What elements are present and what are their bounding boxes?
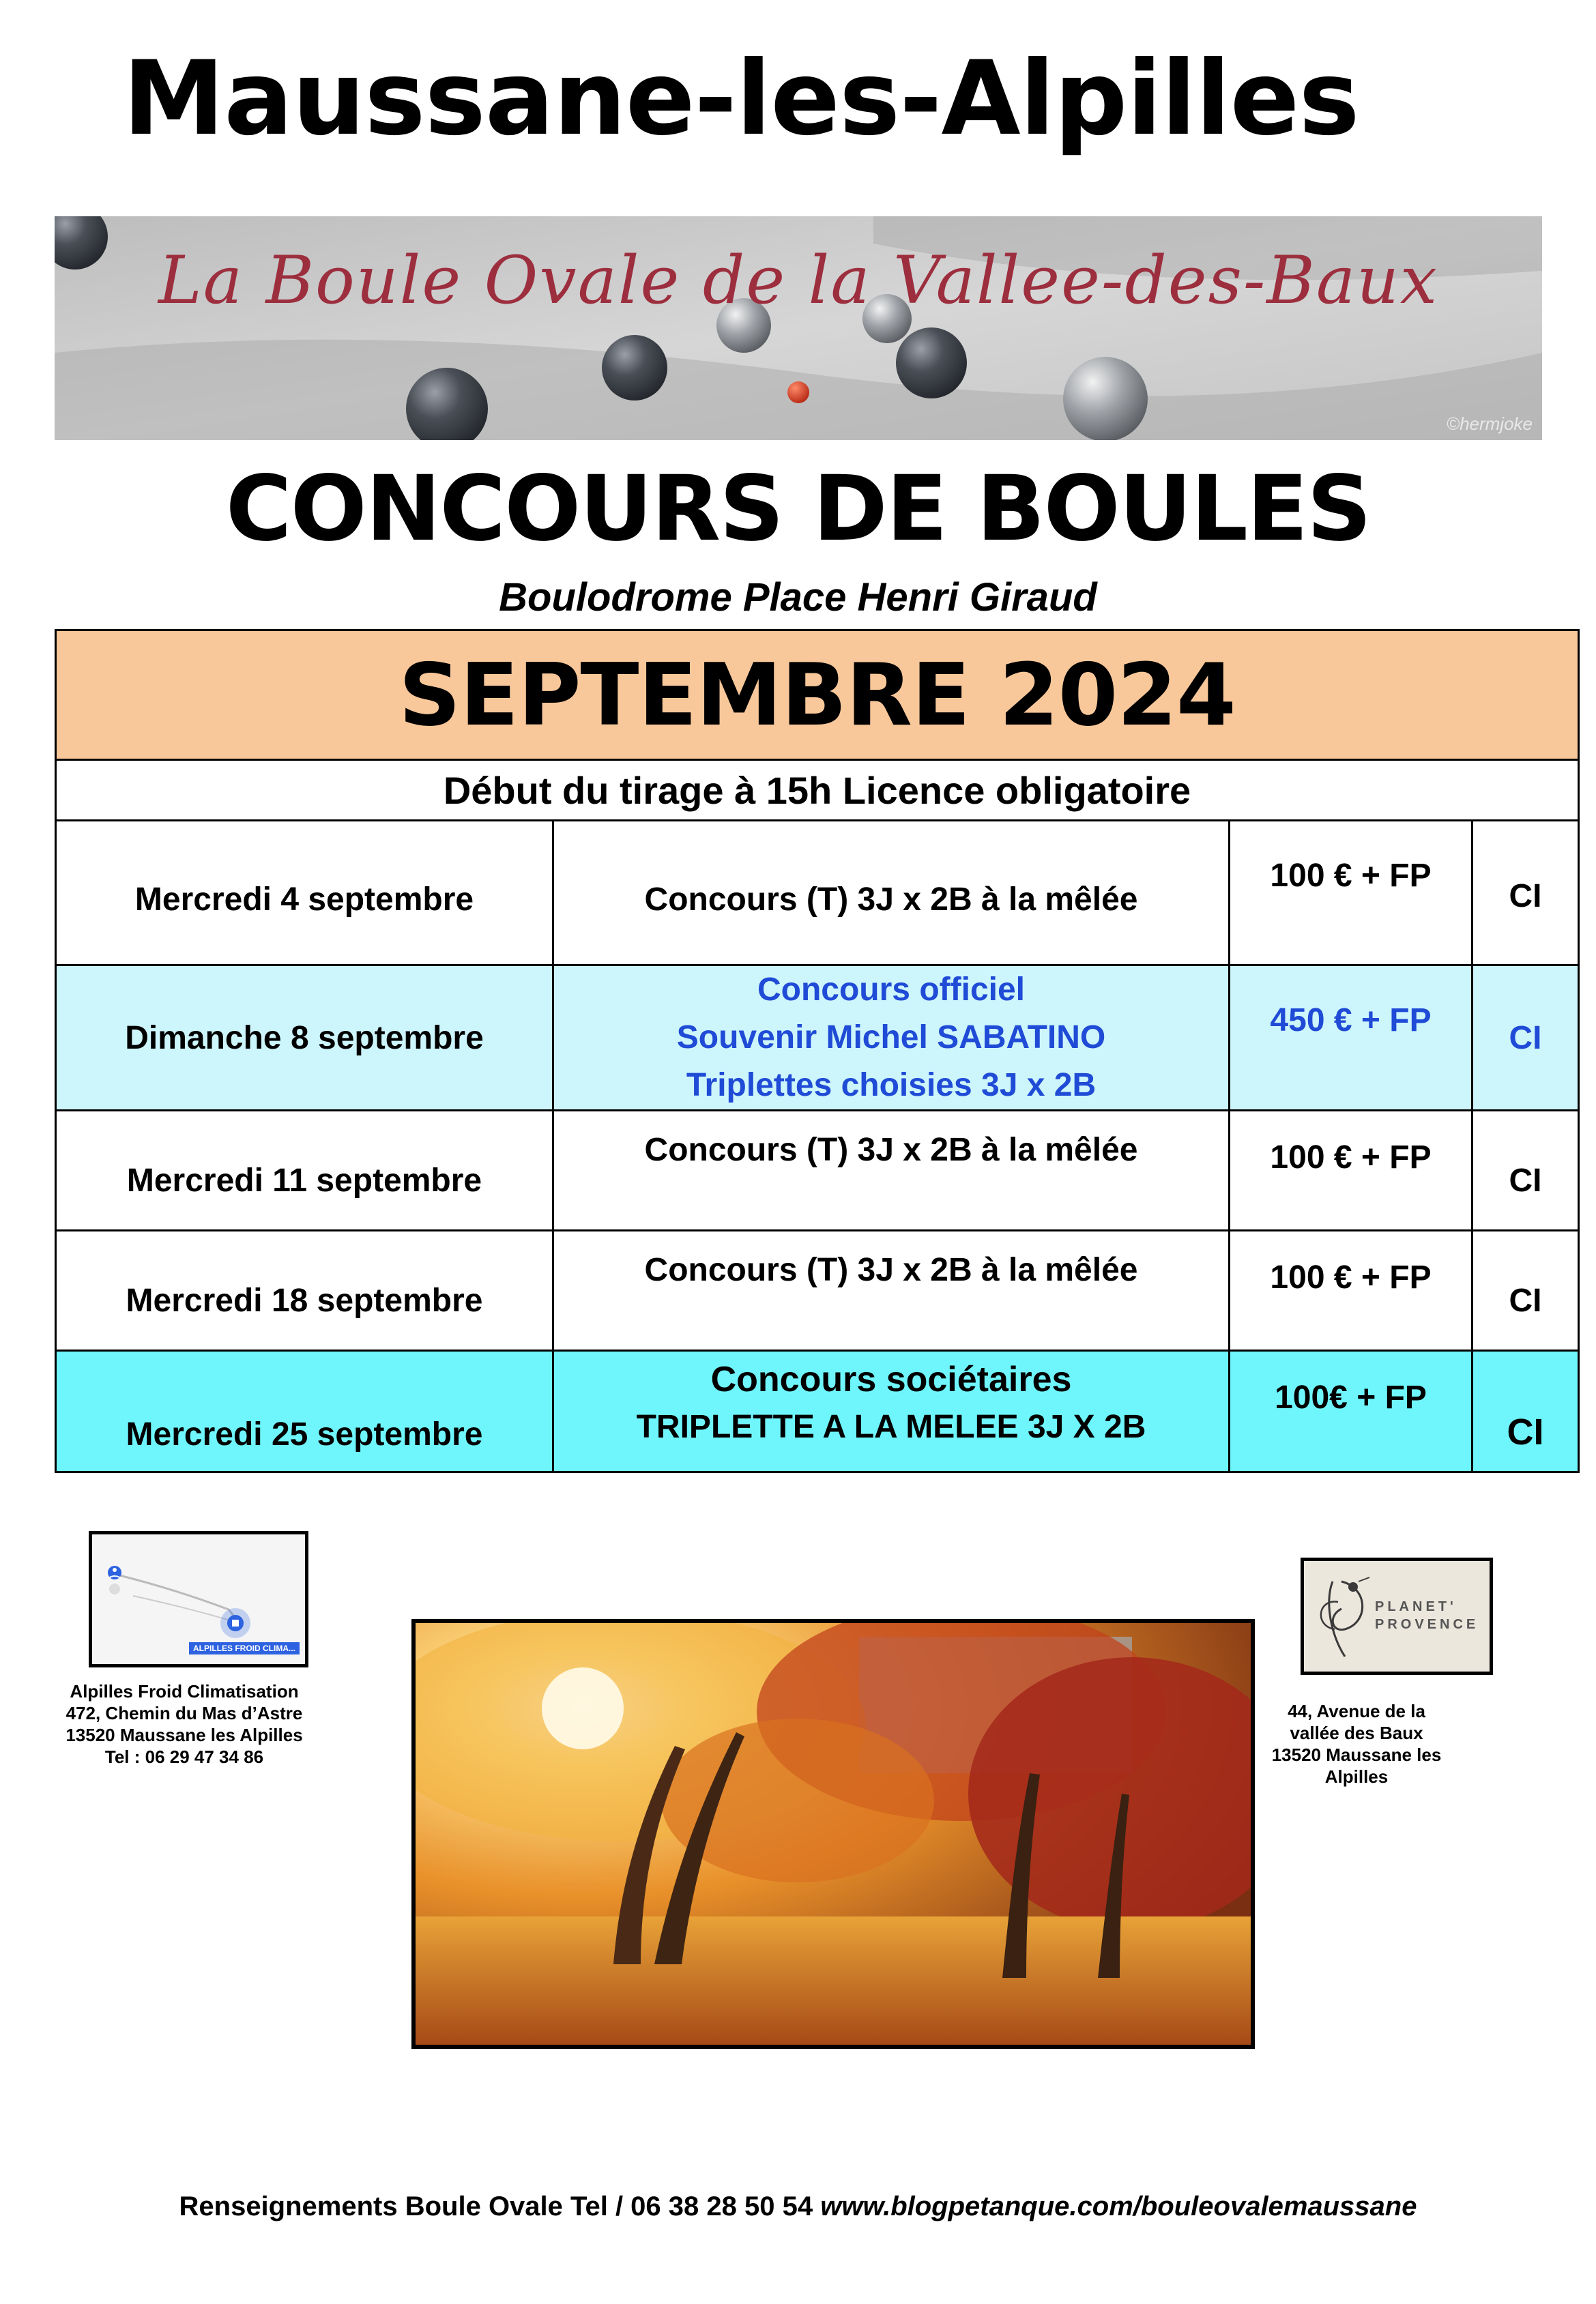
address-line: Alpilles xyxy=(1324,1766,1389,1787)
venue: Boulodrome Place Henri Giraud xyxy=(499,575,1097,619)
event-category: CI xyxy=(1472,965,1579,1111)
schedule-row xyxy=(56,1351,1579,1472)
planet-provence-logo xyxy=(1301,1558,1493,1675)
event-name xyxy=(553,1351,1230,1472)
event-prize: 100€ + FP xyxy=(1230,1351,1472,1472)
month-header: SEPTEMBRE 2024 xyxy=(56,630,1579,760)
event-day: Mercredi 18 septembre xyxy=(56,1231,553,1351)
address-line: Tel : 06 29 47 34 86 xyxy=(104,1747,264,1767)
event-title: CONCOURS DE BOULES xyxy=(225,456,1371,562)
photo-watermark: ©hermjoke xyxy=(1446,413,1533,434)
event-prize: 450 € + FP xyxy=(1230,965,1472,1111)
logo-line: PROVENCE xyxy=(1375,1617,1479,1632)
map-pin-label: ALPILLES FROID CLIMA... xyxy=(189,1642,300,1654)
sponsor-map-thumbnail xyxy=(89,1531,308,1667)
logo-text xyxy=(1375,1598,1479,1633)
schedule-row xyxy=(56,965,1579,1111)
event-category: CI xyxy=(1472,1231,1579,1351)
event-day: Mercredi 11 septembre xyxy=(56,1111,553,1231)
footer-contact: Renseignements Boule Ovale Tel / 06 38 28 50 54 xyxy=(179,2191,813,2221)
address-line: 13520 Maussane les xyxy=(1271,1745,1442,1765)
town-title: Maussane-les-Alpilles xyxy=(123,40,1359,158)
schedule-table xyxy=(55,629,1580,1473)
event-line: Concours officiel xyxy=(757,972,1026,1008)
event-line: Triplettes choisies 3J x 2B xyxy=(686,1067,1097,1103)
event-prize: 100 € + FP xyxy=(1230,1231,1472,1351)
event-name: Concours (T) 3J x 2B à la mêlée xyxy=(553,1231,1230,1351)
event-day: Mercredi 4 septembre xyxy=(56,821,553,965)
autumn-forest-photo xyxy=(411,1619,1255,2049)
draw-info: Début du tirage à 15h Licence obligatoire xyxy=(56,760,1579,821)
schedule-row xyxy=(56,1111,1579,1231)
event-category: CI xyxy=(1472,1351,1579,1472)
logo-line: PLANET' xyxy=(1375,1599,1457,1614)
autumn-trees-illustration xyxy=(416,1623,1251,2045)
event-name xyxy=(553,965,1230,1111)
club-name: La Boule Ovale de la Vallee-des-Baux xyxy=(158,242,1439,319)
event-line: Concours sociétaires xyxy=(710,1360,1072,1399)
address-line: Alpilles Froid Climatisation xyxy=(70,1681,299,1702)
event-line: TRIPLETTE A LA MELEE 3J X 2B xyxy=(636,1409,1146,1445)
sponsor-address-right xyxy=(1268,1700,1445,1788)
address-line: 13520 Maussane les Alpilles xyxy=(66,1725,303,1745)
address-line: 44, Avenue de la xyxy=(1288,1701,1425,1721)
footer-info xyxy=(0,2191,1596,2222)
event-category: CI xyxy=(1472,1111,1579,1231)
event-name: Concours (T) 3J x 2B à la mêlée xyxy=(553,821,1230,965)
event-category: CI xyxy=(1472,821,1579,965)
event-day: Mercredi 25 septembre xyxy=(56,1351,553,1472)
event-prize: 100 € + FP xyxy=(1230,1111,1472,1231)
schedule-row xyxy=(56,1231,1579,1351)
event-day: Dimanche 8 septembre xyxy=(56,965,553,1111)
event-name: Concours (T) 3J x 2B à la mêlée xyxy=(553,1111,1230,1231)
address-line: vallée des Baux xyxy=(1290,1723,1423,1743)
event-line: Souvenir Michel SABATINO xyxy=(676,1019,1106,1055)
address-line: 472, Chemin du Mas d’Astre xyxy=(66,1703,303,1723)
club-banner xyxy=(55,216,1542,440)
schedule-row xyxy=(56,821,1579,965)
sponsor-address-left xyxy=(41,1680,328,1768)
event-prize: 100 € + FP xyxy=(1230,821,1472,965)
footer-website-link[interactable]: www.blogpetanque.com/bouleovalemaussane xyxy=(820,2191,1417,2221)
